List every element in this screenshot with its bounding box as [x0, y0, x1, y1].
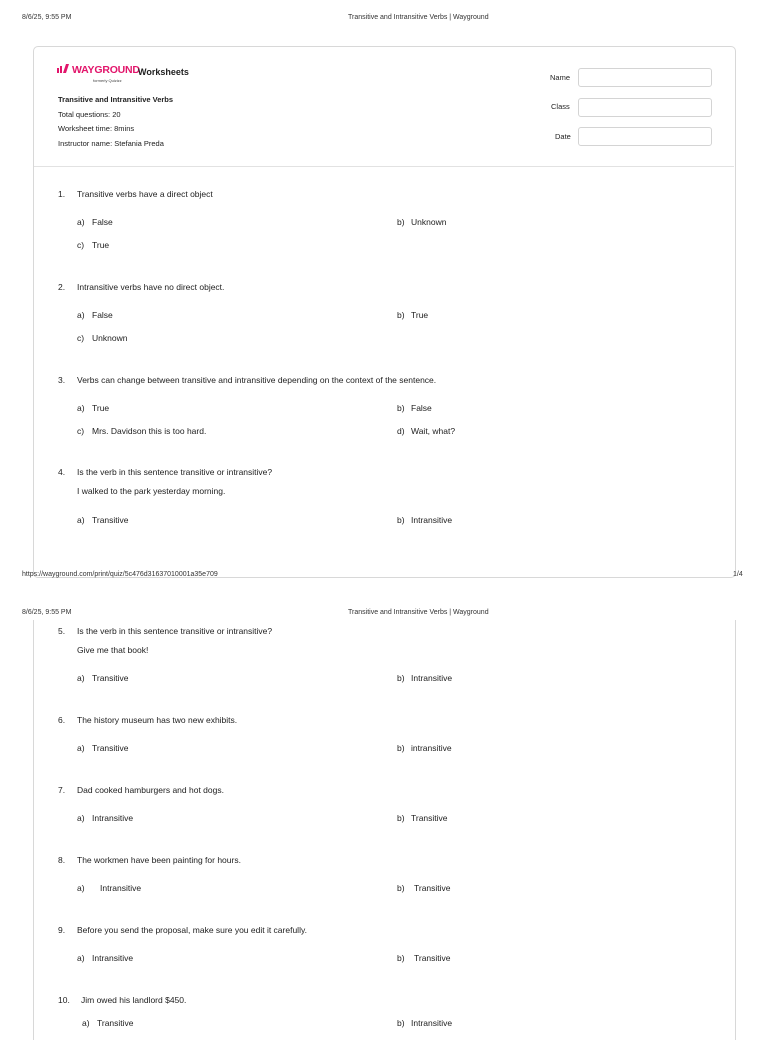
option-letter: b) — [397, 515, 405, 525]
question-text: Jim owed his landlord $450. — [81, 995, 187, 1005]
header-divider — [34, 166, 734, 167]
question-sentence: Give me that book! — [77, 645, 149, 655]
option-text: True — [411, 310, 429, 320]
option-letter: a) — [77, 813, 85, 823]
option-text: True — [92, 403, 110, 413]
question-number: 8. — [58, 855, 66, 865]
option-text: False — [92, 310, 113, 320]
question-number: 9. — [58, 925, 66, 935]
question-number: 2. — [58, 282, 66, 292]
wayground-logo — [57, 64, 140, 76]
question-number: 1. — [58, 189, 66, 199]
option-text: Transitive — [414, 953, 451, 963]
option-letter: b) — [397, 217, 405, 227]
option-letter: b) — [397, 883, 405, 893]
option-letter: b) — [397, 310, 405, 320]
question-text: Before you send the proposal, make sure you edit it carefully. — [77, 925, 307, 935]
option-letter: b) — [397, 953, 405, 963]
question-text: Is the verb in this sentence transitive or intransitive? — [77, 467, 273, 477]
question-number: 6. — [58, 715, 66, 725]
option-text: False — [92, 217, 113, 227]
worksheet-time: Worksheet time: 8mins — [58, 124, 135, 133]
wayground-mark-icon — [57, 64, 69, 76]
page-number: 1/4 — [733, 571, 743, 578]
question-text: The history museum has two new exhibits. — [77, 715, 238, 725]
worksheets-label: Worksheets — [138, 67, 189, 77]
print-page-title: Transitive and Intransitive Verbs | Wayground — [348, 609, 489, 616]
question-text: Dad cooked hamburgers and hot dogs. — [77, 785, 224, 795]
print-url: https://wayground.com/print/quiz/5c476d31637010001a35e709 — [22, 571, 218, 578]
option-letter: a) — [77, 310, 85, 320]
option-text: Transitive — [414, 883, 451, 893]
worksheet-card — [33, 46, 736, 578]
option-letter: a) — [77, 953, 85, 963]
name-label: Name — [550, 73, 571, 82]
question-text: Intransitive verbs have no direct object. — [77, 282, 225, 292]
option-text: Wait, what? — [411, 426, 456, 436]
option-text: intransitive — [411, 743, 452, 753]
option-letter: b) — [397, 1018, 405, 1028]
option-letter: c) — [77, 333, 85, 343]
option-text: Transitive — [92, 673, 129, 683]
option-text: False — [411, 403, 432, 413]
total-questions: Total questions: 20 — [58, 110, 121, 119]
option-letter: a) — [77, 217, 85, 227]
option-letter: a) — [77, 515, 85, 525]
question-number: 4. — [58, 467, 66, 477]
option-text: Transitive — [97, 1018, 134, 1028]
class-label: Class — [551, 102, 570, 111]
logo-subtitle: formerly Quizizz — [93, 78, 122, 83]
option-text: Intransitive — [92, 953, 134, 963]
option-text: Intransitive — [411, 515, 453, 525]
question-text: Is the verb in this sentence transitive or intransitive? — [77, 626, 273, 636]
class-field[interactable] — [578, 98, 712, 117]
date-label: Date — [555, 132, 571, 141]
option-letter: b) — [397, 673, 405, 683]
option-letter: b) — [397, 813, 405, 823]
question-number: 10. — [58, 995, 70, 1005]
option-letter: a) — [77, 743, 85, 753]
option-letter: c) — [77, 426, 85, 436]
print-datetime: 8/6/25, 9:55 PM — [22, 609, 72, 616]
print-page-title: Transitive and Intransitive Verbs | Wayground — [348, 14, 489, 21]
instructor-name: Instructor name: Stefania Preda — [58, 139, 164, 148]
option-letter: b) — [397, 403, 405, 413]
question-number: 5. — [58, 626, 66, 636]
question-sentence: I walked to the park yesterday morning. — [77, 486, 226, 496]
option-letter: b) — [397, 743, 405, 753]
question-number: 3. — [58, 375, 66, 385]
option-text: Transitive — [92, 515, 129, 525]
option-letter: a) — [82, 1018, 90, 1028]
question-text: Transitive verbs have a direct object — [77, 189, 213, 199]
question-text: The workmen have been painting for hours. — [77, 855, 241, 865]
worksheet-title: Transitive and Intransitive Verbs — [58, 95, 174, 104]
option-text: Transitive — [411, 813, 448, 823]
option-text: True — [92, 240, 110, 250]
option-text: Unknown — [411, 217, 447, 227]
logo-text: WAYGROUND — [72, 64, 140, 76]
option-letter: a) — [77, 403, 85, 413]
option-text: Mrs. Davidson this is too hard. — [92, 426, 207, 436]
date-field[interactable] — [578, 127, 712, 146]
option-letter: a) — [77, 673, 85, 683]
question-number: 7. — [58, 785, 66, 795]
option-text: Intransitive — [411, 673, 453, 683]
option-letter: c) — [77, 240, 85, 250]
option-letter: d) — [397, 426, 405, 436]
option-text: Intransitive — [92, 813, 134, 823]
option-text: Intransitive — [411, 1018, 453, 1028]
question-text: Verbs can change between transitive and intransitive depending on the context of the sentence. — [77, 375, 437, 385]
print-datetime: 8/6/25, 9:55 PM — [22, 14, 72, 21]
option-text: Intransitive — [100, 883, 142, 893]
worksheet-card-continued — [33, 620, 736, 1040]
option-letter: a) — [77, 883, 85, 893]
option-text: Transitive — [92, 743, 129, 753]
option-text: Unknown — [92, 333, 128, 343]
name-field[interactable] — [578, 68, 712, 87]
